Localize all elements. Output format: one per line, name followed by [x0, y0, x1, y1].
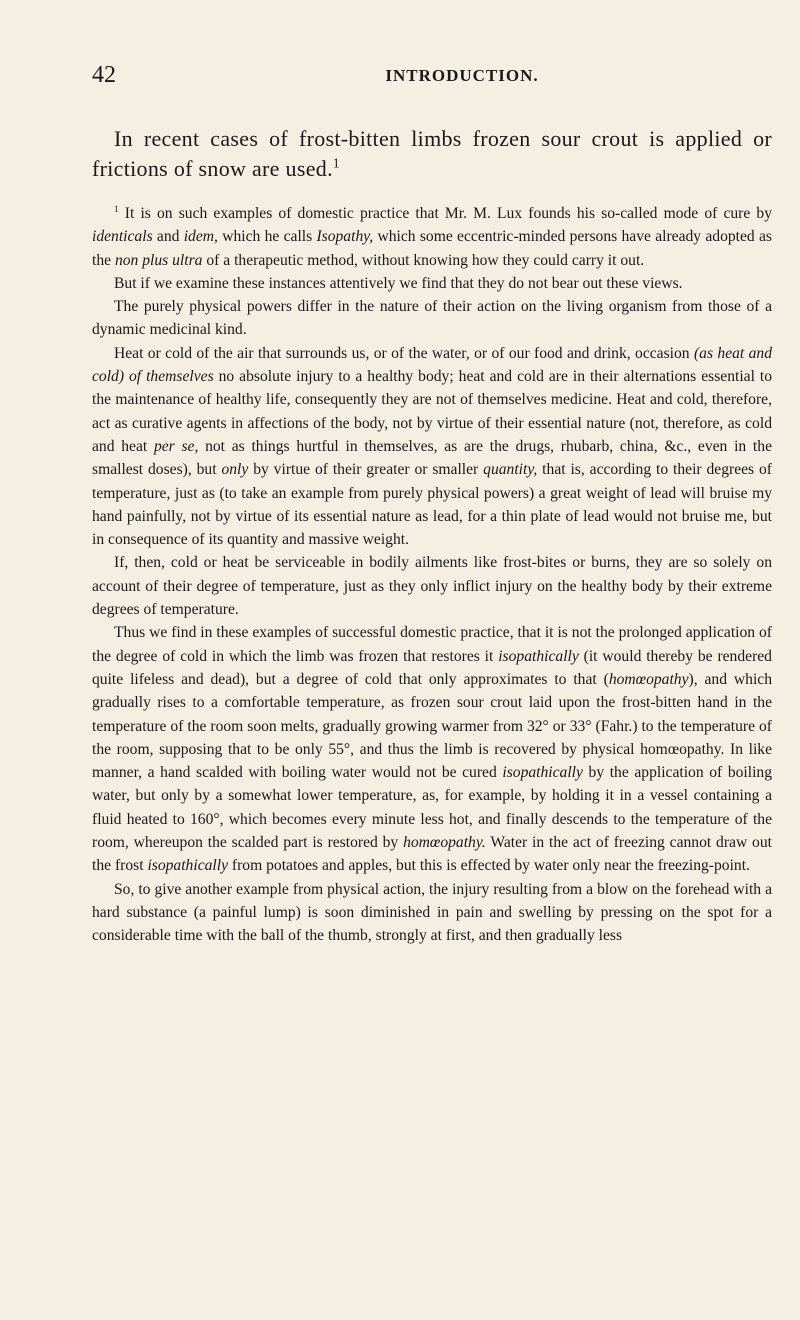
footnote-text: from potatoes and apples, but this is effected by water only near the freezing-point.: [228, 857, 750, 875]
italic-term: isopathically: [498, 647, 579, 665]
footnote-text: by the application of boiling water, but only by a somewhat lower temperature, as, for example, by holding it in a vessel containing a fluid heated to 160°, which becomes every minute less hot, and finally descends to the temperature of the room, whereupon the scalded part is restored by: [92, 764, 773, 852]
footnote-paragraph-3: The purely physical powers differ in the nature of their action on the living organism from those of a dynamic medicinal kind.: [92, 298, 772, 339]
footnote-paragraph-5: If, then, cold or heat be serviceable in bodily ailments like frost-bites or burns, they are so solely on account of their degree of temperature, just as they only inflict injury on the healthy body by their extreme degrees of temperature.: [92, 554, 772, 619]
footnote-text: Heat or cold of the air that surrounds us, or of the water, or of our food and drink, occasion: [114, 344, 694, 362]
footnote-paragraph-7: So, to give another example from physical action, the injury resulting from a blow on the forehead with a hard substance (a painful lump) is soon diminished in pain and swelling by pressing on the spot for a considerable time with the ball of the thumb, strongly at first, and then gradually less: [92, 880, 772, 945]
footnote-paragraph-1: [92, 202, 772, 272]
italic-term: Isopathy,: [316, 228, 374, 246]
italic-term: homœopathy: [608, 670, 689, 688]
italic-term: isopathically: [502, 764, 583, 782]
italic-term: quantity,: [483, 461, 538, 479]
footnote-paragraph-4: [92, 342, 772, 552]
footnote-text: not as things hurtful in themselves, as are the drugs, rhubarb, china, &c., even in the smallest doses), but: [92, 437, 772, 479]
page-header: [92, 62, 772, 96]
footnote-reference: 1: [332, 155, 340, 171]
footnote-text: It is on such examples of domestic practice that Mr. M. Lux founds his so-called mode of cure by: [118, 205, 772, 222]
footnote-mark: 1: [114, 204, 119, 215]
footnote-text: Thus we find in these examples of successful domestic practice, that it is not the prolonged application of the degree of cold in which the limb was frozen that restores it: [92, 624, 772, 665]
italic-term: identicals: [92, 228, 153, 246]
footnote-block: [92, 202, 772, 948]
footnote-text: Water in the act of freezing cannot draw out the frost: [92, 834, 772, 875]
footnote-text: by virtue of their greater or smaller: [248, 461, 484, 479]
footnote-text: and: [152, 228, 184, 246]
footnote-text: which he calls: [217, 228, 317, 246]
italic-term: idem,: [183, 228, 218, 246]
italic-term: isopathically: [147, 857, 228, 875]
footnote-text: which some eccentric-minded persons have already adopted as the: [92, 228, 772, 269]
italic-term: only: [221, 461, 249, 479]
footnote-paragraph-6: [92, 621, 772, 877]
footnote-text: (it would thereby be rendered quite lifeless and dead), but a degree of cold that only approximates to that (: [92, 647, 772, 688]
footnote-text: of a therapeutic method, without knowing how they could carry it out.: [202, 251, 645, 269]
italic-term: per se,: [153, 437, 199, 455]
footnote-text: ), and which gradually rises to a comfortable temperature, as frozen sour crout laid upon the frost-bitten hand in the temperature of the room soon melts, gradually growing warmer from 32° or 33° (Fahr.) to the temperature of the room, supposing that to be only 55°, and thus the limb is recovered by physical homœopathy. In like manner, a hand scalded with boiling water would not be cured: [92, 670, 772, 782]
footnote-text: that is, according to their degrees of temperature, just as (to take an example from purely physical powers) a great weight of lead will bruise my hand painfully, not by virtue of its essential nature as lead, for a thin plate of lead would not bruise me, but in consequence of its quantity and massive weight.: [92, 461, 772, 549]
footnote-paragraph-2: But if we examine these instances attentively we find that they do not bear out these views.: [114, 274, 683, 292]
lead-text: In recent cases of frost-bitten limbs frozen sour crout is applied or frictions of snow are used.: [92, 126, 772, 181]
running-title: INTRODUCTION.: [385, 66, 539, 85]
italic-term: (as heat and cold) of themselves: [92, 344, 773, 386]
italic-term: homœopathy.: [403, 834, 486, 852]
page-number: 42: [92, 62, 116, 88]
footnote-text: no absolute injury to a healthy body; heat and cold are in their alternations essential to the maintenance of healthy life, consequently they are not of themselves medicine. Heat and cold, therefore, act as curative agents in affections of the body, not by virtue of their essential nature (not, therefore, as cold and heat: [92, 368, 773, 455]
italic-term: non plus ultra: [114, 251, 203, 269]
lead-paragraph: [92, 124, 772, 184]
